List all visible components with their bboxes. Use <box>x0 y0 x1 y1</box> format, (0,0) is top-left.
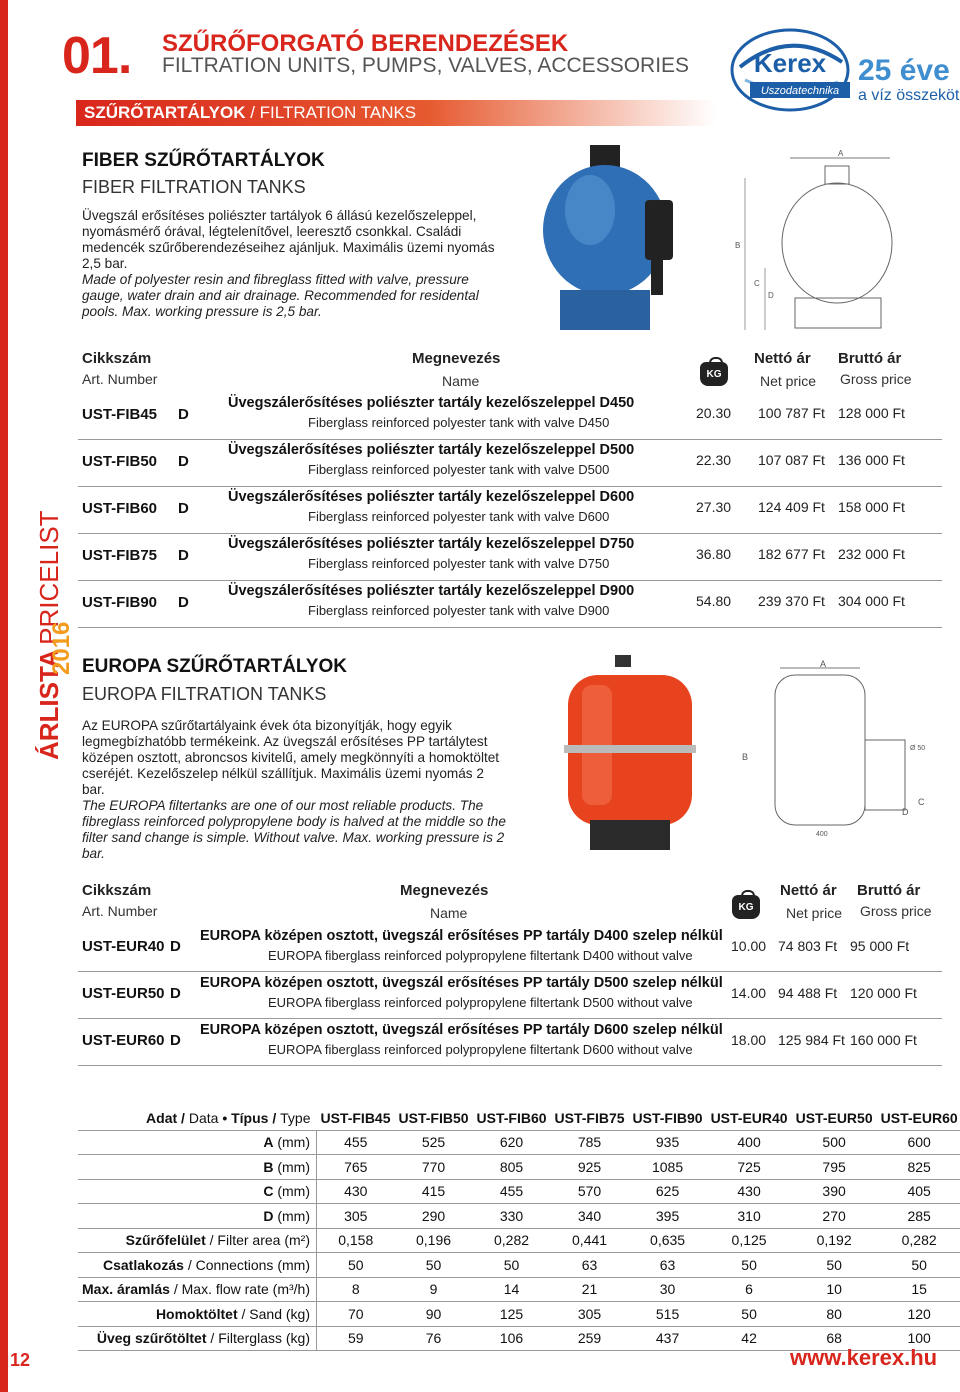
fiber-tank-diagram <box>730 148 930 338</box>
spec-value: 625 <box>655 1183 680 1200</box>
chapter-number: 01. <box>62 27 132 85</box>
spec-value: 305 <box>577 1305 602 1322</box>
spec-value: 50 <box>741 1305 757 1322</box>
spec-value: 570 <box>577 1183 602 1200</box>
fiber-desc-en: Made of polyester resin and fibreglass fitted with valve, pressure gauge, water drain and air drainage. Recommended for residental pools. Max. working pressure is 2,5 bar. <box>82 272 479 319</box>
spec-value: 405 <box>907 1183 931 1200</box>
spec-row-label: B (mm) <box>78 1155 316 1180</box>
hdr2-net-en: Net price <box>786 905 843 921</box>
spec-value: 30 <box>659 1281 676 1298</box>
spec-value: 50 <box>741 1256 757 1273</box>
spec-row-label: C (mm) <box>78 1179 316 1204</box>
spec-row <box>78 1253 960 1278</box>
spec-row-label: Csatlakozás / Connections (mm) <box>78 1253 316 1278</box>
spec-value: 0,282 <box>901 1232 937 1249</box>
spec-type-header: UST-FIB60 <box>476 1109 547 1126</box>
product-d-flag: D <box>178 453 189 470</box>
fiber-tank-image <box>535 145 685 335</box>
hdr-name-hu: Megnevezés <box>412 350 501 367</box>
product-name-hu: Üvegszálerősítéses poliészter tartály kezelőszeleppel D600 <box>228 489 635 505</box>
europa-title-en: EUROPA FILTRATION TANKS <box>82 684 327 704</box>
spec-value: 125 <box>499 1305 524 1322</box>
europa-diagram-d: D <box>902 807 909 817</box>
product-d-flag: D <box>178 547 189 564</box>
europa-diagram-dim: 400 <box>816 831 828 838</box>
page-number: 12 <box>10 1350 31 1370</box>
hdr2-net-hu: Nettó ár <box>780 882 837 899</box>
spec-value: 8 <box>351 1281 360 1298</box>
spec-value: 620 <box>499 1134 524 1151</box>
fiber-diagram-d: D <box>768 291 774 300</box>
europa-row <box>78 1018 942 1066</box>
kg-weight-icon-2: KG <box>732 895 760 919</box>
product-weight: 27.30 <box>696 499 732 515</box>
spec-row-label: Homoktöltet / Sand (kg) <box>78 1302 316 1327</box>
product-net-price: 125 984 Ft <box>778 1032 845 1048</box>
spec-value: 825 <box>907 1158 931 1175</box>
chapter-title-hu: SZŰRŐFORGATÓ BERENDEZÉSEK <box>162 30 569 57</box>
spec-row <box>78 1277 960 1302</box>
spec-value: 600 <box>907 1134 931 1151</box>
kg-weight-icon: KG <box>700 362 728 386</box>
product-net-price: 239 370 Ft <box>758 593 825 609</box>
spec-value: 63 <box>659 1256 676 1273</box>
fiber-diagram-c: C <box>754 279 760 288</box>
spec-value: 70 <box>347 1305 364 1322</box>
product-d-flag: D <box>178 594 189 611</box>
product-gross-price: 158 000 Ft <box>838 499 905 515</box>
spec-value: 725 <box>737 1158 761 1175</box>
spec-value: 9 <box>429 1281 438 1298</box>
product-net-price: 107 087 Ft <box>758 452 825 468</box>
product-name-en: Fiberglass reinforced polyester tank with valve D600 <box>308 509 610 524</box>
product-gross-price: 120 000 Ft <box>850 985 917 1001</box>
fiber-description <box>82 208 510 320</box>
product-d-flag: D <box>170 985 181 1002</box>
product-code: UST-FIB45 <box>82 406 158 423</box>
spec-value: 290 <box>421 1207 446 1224</box>
spec-value: 0,125 <box>731 1232 767 1249</box>
spec-row <box>78 1130 960 1155</box>
product-weight: 20.30 <box>696 405 732 421</box>
europa-tank-diagram <box>730 660 930 840</box>
spec-value: 0,282 <box>494 1232 530 1249</box>
spec-value: 785 <box>577 1134 602 1151</box>
fiber-diagram-a: A <box>838 149 844 158</box>
logo-slogan: a víz összeköt <box>858 87 960 104</box>
product-weight: 36.80 <box>696 546 732 562</box>
product-weight: 18.00 <box>731 1032 767 1048</box>
spec-type-header: UST-EUR50 <box>795 1109 873 1126</box>
fiber-row <box>78 533 942 581</box>
spec-data-table <box>78 1106 960 1351</box>
spec-row-label: Üveg szűrőtöltet / Filterglass (kg) <box>78 1326 316 1351</box>
product-weight: 22.30 <box>696 452 732 468</box>
section-bar <box>76 100 716 126</box>
product-weight: 54.80 <box>696 593 732 609</box>
europa-tank-image <box>560 655 700 855</box>
spec-type-header: UST-EUR40 <box>710 1109 788 1126</box>
product-code: UST-FIB60 <box>82 500 158 517</box>
hdr-code-en: Art. Number <box>82 371 158 387</box>
product-name-en: Fiberglass reinforced polyester tank with valve D750 <box>308 556 610 571</box>
hdr2-gross-en: Gross price <box>860 903 932 919</box>
fiber-row <box>78 486 942 534</box>
hdr-net-hu: Nettó ár <box>754 350 811 367</box>
spec-value: 765 <box>344 1158 368 1175</box>
side-pricelist-label <box>34 510 75 760</box>
product-name-hu: Üvegszálerősítéses poliészter tartály kezelőszeleppel D900 <box>228 583 635 599</box>
spec-value: 0,441 <box>572 1232 608 1249</box>
spec-value: 106 <box>499 1330 524 1347</box>
europa-row <box>78 924 942 972</box>
fiber-diagram-b: B <box>735 241 741 250</box>
spec-value: 500 <box>822 1134 846 1151</box>
spec-value: 68 <box>826 1330 842 1347</box>
product-name-en: EUROPA fiberglass reinforced polypropylene filtertank D600 without valve <box>268 1042 693 1057</box>
spec-value: 390 <box>822 1183 846 1200</box>
fiber-title-hu: FIBER SZŰRŐTARTÁLYOK <box>82 150 325 171</box>
spec-value: 50 <box>347 1256 364 1273</box>
spec-value: 50 <box>425 1256 442 1273</box>
hdr2-name-hu: Megnevezés <box>400 882 489 899</box>
section-title-hu: SZŰRŐTARTÁLYOK <box>84 103 246 122</box>
product-name-hu: EUROPA középen osztott, üvegszál erősítéses PP tartály D500 szelep nélkül <box>200 975 723 991</box>
fiber-row <box>78 439 942 487</box>
product-code: UST-EUR40 <box>82 938 165 955</box>
spec-value: 515 <box>655 1305 680 1322</box>
product-d-flag: D <box>170 938 181 955</box>
spec-row-label: Szűrőfelület / Filter area (m²) <box>78 1228 316 1253</box>
spec-value: 90 <box>425 1305 442 1322</box>
spec-value: 21 <box>581 1281 598 1298</box>
spec-value: 285 <box>907 1207 931 1224</box>
product-code: UST-EUR50 <box>82 985 165 1002</box>
spec-value: 770 <box>421 1158 446 1175</box>
fiber-row <box>78 392 942 440</box>
spec-value: 59 <box>347 1330 364 1347</box>
product-gross-price: 304 000 Ft <box>838 593 905 609</box>
spec-value: 76 <box>425 1330 442 1347</box>
spec-value: 525 <box>421 1134 446 1151</box>
product-name-hu: EUROPA középen osztott, üvegszál erősítéses PP tartály D600 szelep nélkül <box>200 1022 723 1038</box>
spec-value: 259 <box>577 1330 602 1347</box>
side-word-pricelist: PRICELIST <box>34 510 64 645</box>
product-code: UST-FIB75 <box>82 547 158 564</box>
spec-row <box>78 1228 960 1253</box>
spec-value: 0,196 <box>415 1232 452 1249</box>
spec-value: 795 <box>822 1158 846 1175</box>
product-gross-price: 128 000 Ft <box>838 405 905 421</box>
spec-row-label: A (mm) <box>78 1130 316 1155</box>
website-link[interactable]: www.kerex.hu <box>790 1345 938 1370</box>
spec-value: 395 <box>655 1207 680 1224</box>
spec-type-header: UST-FIB90 <box>632 1109 703 1126</box>
product-name-en: Fiberglass reinforced polyester tank with valve D450 <box>308 415 610 430</box>
hdr-gross-hu: Bruttó ár <box>838 350 902 367</box>
product-weight: 14.00 <box>731 985 767 1001</box>
product-d-flag: D <box>178 500 189 517</box>
spec-value: 925 <box>577 1158 602 1175</box>
europa-diagram-pipe: Ø 50 <box>910 745 926 752</box>
hdr-code-hu: Cikkszám <box>82 350 152 367</box>
spec-type-header: UST-FIB45 <box>320 1109 391 1126</box>
hdr-name-en: Name <box>442 373 480 389</box>
spec-value: 0,158 <box>338 1232 374 1249</box>
section-title-en: FILTRATION TANKS <box>259 103 417 122</box>
hdr2-code-hu: Cikkszám <box>82 882 152 899</box>
europa-diagram-c: C <box>918 797 925 807</box>
europa-diagram-b: B <box>742 752 749 762</box>
spec-row <box>78 1179 960 1204</box>
hdr2-gross-hu: Bruttó ár <box>857 882 921 899</box>
fiber-desc-hu: Üvegszál erősítéses poliészter tartályok 6 állású kezelőszeleppel, nyomásmérő órával, légtelenítővel, leeresztő csonkkal. Családi medencék szűrőberendezéseihez ajánljuk. Maximális üzemi nyomás 2,5 bar. <box>82 208 495 271</box>
spec-value: 42 <box>741 1330 757 1347</box>
fiber-title-en: FIBER FILTRATION TANKS <box>82 177 306 197</box>
product-weight: 10.00 <box>731 938 767 954</box>
product-name-en: EUROPA fiberglass reinforced polypropylene filtertank D400 without valve <box>268 948 693 963</box>
spec-value: 310 <box>737 1207 761 1224</box>
product-net-price: 100 787 Ft <box>758 405 825 421</box>
spec-value: 15 <box>911 1281 927 1298</box>
spec-value: 437 <box>655 1330 680 1347</box>
spec-row <box>78 1204 960 1229</box>
spec-value: 50 <box>911 1256 927 1273</box>
product-name-hu: Üvegszálerősítéses poliészter tartály kezelőszeleppel D450 <box>228 395 635 411</box>
spec-row-label: D (mm) <box>78 1204 316 1229</box>
spec-type-header: UST-FIB75 <box>554 1109 625 1126</box>
spec-value: 6 <box>745 1281 753 1298</box>
hdr2-name-en: Name <box>430 905 468 921</box>
product-gross-price: 95 000 Ft <box>850 938 910 954</box>
product-name-hu: EUROPA középen osztott, üvegszál erősítéses PP tartály D400 szelep nélkül <box>200 928 723 944</box>
spec-value: 270 <box>822 1207 846 1224</box>
fiber-row <box>78 580 942 628</box>
product-gross-price: 160 000 Ft <box>850 1032 917 1048</box>
product-net-price: 94 488 Ft <box>778 985 838 1001</box>
spec-row-label: Max. áramlás / Max. flow rate (m³/h) <box>78 1277 316 1302</box>
spec-value: 100 <box>907 1330 931 1347</box>
product-name-hu: Üvegszálerősítéses poliészter tartály kezelőszeleppel D500 <box>228 442 635 458</box>
logo-years: 25 éve <box>858 54 950 87</box>
spec-type-header: UST-FIB50 <box>398 1109 469 1126</box>
europa-row <box>78 971 942 1019</box>
europa-diagram-a: A <box>820 660 827 669</box>
product-net-price: 182 677 Ft <box>758 546 825 562</box>
product-name-en: Fiberglass reinforced polyester tank with valve D900 <box>308 603 610 618</box>
spec-value: 0,192 <box>816 1232 852 1249</box>
spec-value: 63 <box>581 1256 598 1273</box>
spec-value: 430 <box>344 1183 368 1200</box>
europa-desc-en: The EUROPA filtertanks are one of our most reliable products. The fibreglass reinforced polypropylene body is halved at the middle so the filter sand change is simple. Without valve. Max. working pressure is 2 bar. <box>82 798 506 861</box>
product-net-price: 124 409 Ft <box>758 499 825 515</box>
spec-value: 400 <box>737 1134 761 1151</box>
product-code: UST-EUR60 <box>82 1032 165 1049</box>
spec-header-label: Adat / Data • Típus / Type <box>146 1109 311 1126</box>
spec-value: 305 <box>344 1207 368 1224</box>
chapter-title-en: FILTRATION UNITS, PUMPS, VALVES, ACCESSORIES <box>162 54 690 77</box>
europa-description <box>82 718 510 862</box>
spec-row <box>78 1302 960 1327</box>
logo-brand: Kerex <box>753 48 827 78</box>
logo-sub: Uszodatechnika <box>760 85 840 97</box>
product-gross-price: 232 000 Ft <box>838 546 905 562</box>
product-name-hu: Üvegszálerősítéses poliészter tartály kezelőszeleppel D750 <box>228 536 635 552</box>
spec-value: 1085 <box>651 1158 684 1175</box>
spec-value: 50 <box>503 1256 520 1273</box>
product-d-flag: D <box>178 406 189 423</box>
spec-value: 14 <box>503 1281 520 1298</box>
europa-title-hu: EUROPA SZŰRŐTARTÁLYOK <box>82 656 347 677</box>
kerex-logo <box>730 22 960 112</box>
spec-value: 50 <box>826 1256 842 1273</box>
hdr-gross-en: Gross price <box>840 371 912 387</box>
product-net-price: 74 803 Ft <box>778 938 838 954</box>
spec-value: 330 <box>499 1207 524 1224</box>
product-name-en: EUROPA fiberglass reinforced polypropylene filtertank D500 without valve <box>268 995 693 1010</box>
spec-value: 0,635 <box>650 1232 686 1249</box>
section-separator: / <box>245 103 260 122</box>
product-code: UST-FIB90 <box>82 594 158 611</box>
spec-value: 10 <box>826 1281 842 1298</box>
spec-value: 430 <box>737 1183 761 1200</box>
spec-value: 120 <box>907 1305 931 1322</box>
side-year: 2016 <box>48 621 75 675</box>
spec-value: 455 <box>499 1183 524 1200</box>
side-word-arlista: ÁRLISTA <box>34 649 64 760</box>
europa-desc-hu: Az EUROPA szűrőtartályaink évek óta bizonyítják, hogy egyik legmegbízhatóbb termékeink. Az üvegszál erősítéses PP tartálytest középen osztott, abroncsos kivitelű, amely megkönnyíti a homoktöltet cseréjét. Kezelőszelep nélkül szállítjuk. Maximális üzemi nyomás 2 bar. <box>82 718 500 797</box>
spec-value: 415 <box>421 1183 446 1200</box>
spec-value: 455 <box>344 1134 368 1151</box>
spec-value: 340 <box>577 1207 602 1224</box>
spec-row <box>78 1155 960 1180</box>
spec-value: 805 <box>499 1158 524 1175</box>
product-gross-price: 136 000 Ft <box>838 452 905 468</box>
spec-value: 80 <box>826 1305 842 1322</box>
product-d-flag: D <box>170 1032 181 1049</box>
spec-type-header: UST-EUR60 <box>880 1109 958 1126</box>
hdr2-code-en: Art. Number <box>82 903 158 919</box>
hdr-net-en: Net price <box>760 373 817 389</box>
product-name-en: Fiberglass reinforced polyester tank with valve D500 <box>308 462 610 477</box>
spec-value: 935 <box>655 1134 680 1151</box>
product-code: UST-FIB50 <box>82 453 158 470</box>
